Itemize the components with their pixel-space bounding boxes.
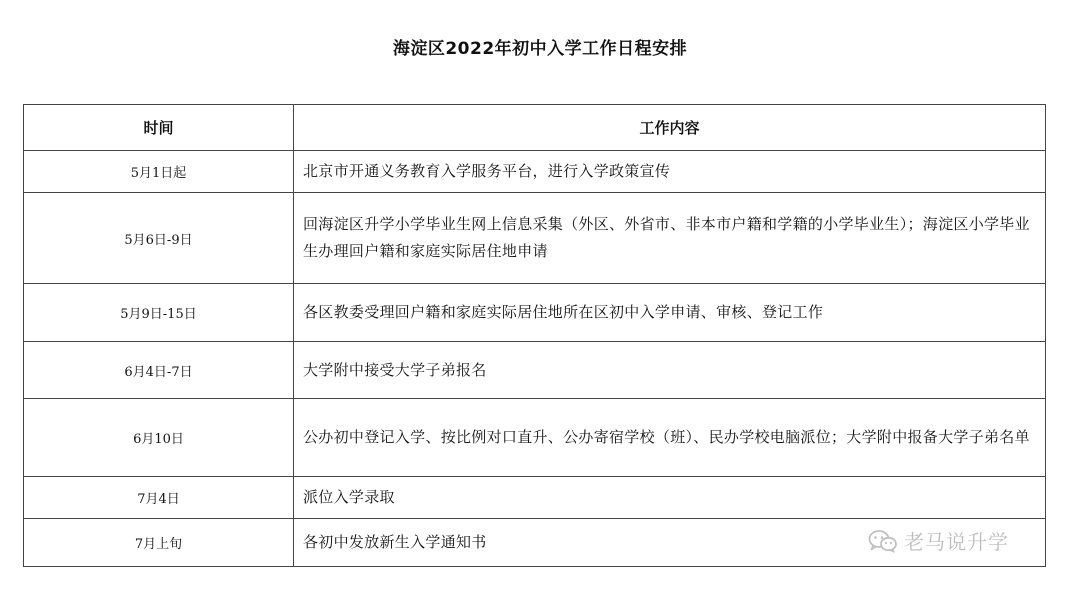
row-time: 5月9日-15日 <box>24 284 294 342</box>
row-content: 各初中发放新生入学通知书 <box>294 519 1046 567</box>
watermark <box>868 526 1009 555</box>
header-content: 工作内容 <box>294 105 1046 151</box>
row-content: 派位入学录取 <box>294 477 1046 519</box>
page-title: 海淀区2022年初中入学工作日程安排 <box>392 39 688 59</box>
table-row <box>24 284 1046 342</box>
row-content: 公办初中登记入学、按比例对口直升、公办寄宿学校（班）、民办学校电脑派位；大学附中报备大学子弟名单 <box>294 399 1046 477</box>
row-content: 各区教委受理回户籍和家庭实际居住地所在区初中入学申请、审核、登记工作 <box>294 284 1046 342</box>
schedule-table <box>23 104 1046 567</box>
wechat-icon <box>868 529 898 553</box>
table-header-row <box>24 105 1046 151</box>
table-row <box>24 151 1046 193</box>
row-content: 回海淀区升学小学毕业生网上信息采集（外区、外省市、非本市户籍和学籍的小学毕业生）；海淀区小学毕业生办理回户籍和家庭实际居住地申请 <box>294 193 1046 284</box>
row-time: 5月6日-9日 <box>24 193 294 284</box>
table-row <box>24 193 1046 284</box>
watermark-text: 老马说升学 <box>904 530 1009 554</box>
table-row <box>24 342 1046 399</box>
row-time: 7月上旬 <box>24 519 294 567</box>
row-time: 7月4日 <box>24 477 294 519</box>
table-row <box>24 477 1046 519</box>
table-row <box>24 399 1046 477</box>
row-time: 6月4日-7日 <box>24 342 294 399</box>
header-time: 时间 <box>24 105 294 151</box>
row-content: 北京市开通义务教育入学服务平台，进行入学政策宣传 <box>294 151 1046 193</box>
row-time: 5月1日起 <box>24 151 294 193</box>
row-time: 6月10日 <box>24 399 294 477</box>
row-content: 大学附中接受大学子弟报名 <box>294 342 1046 399</box>
